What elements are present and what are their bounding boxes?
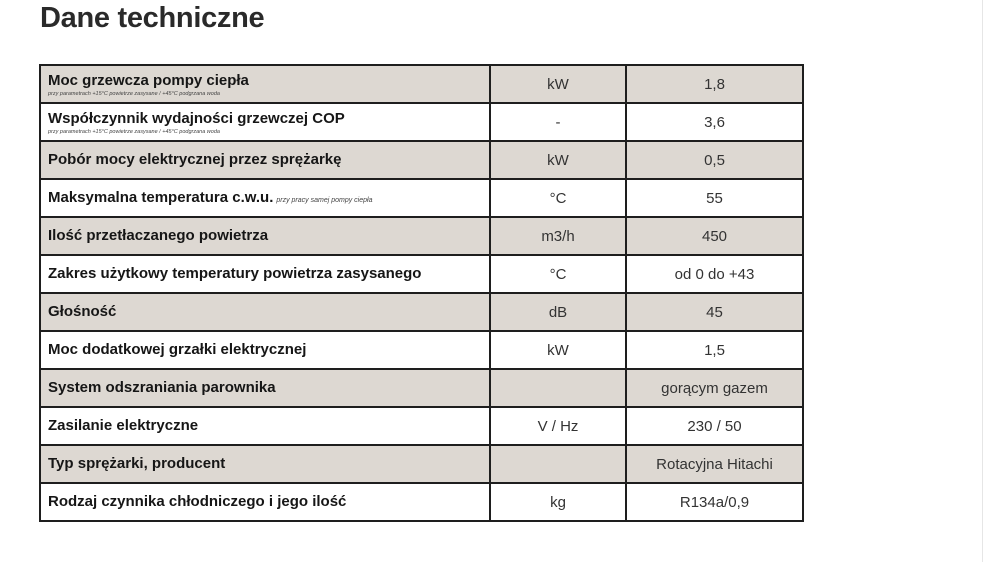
spec-label: System odszraniania parownika bbox=[48, 379, 276, 396]
spec-unit: °C bbox=[490, 255, 626, 293]
spec-inline-note: przy pracy samej pompy ciepła bbox=[276, 197, 373, 204]
spec-unit: kg bbox=[490, 483, 626, 521]
spec-label: Maksymalna temperatura c.w.u. bbox=[48, 189, 274, 206]
spec-value: gorącym gazem bbox=[626, 369, 803, 407]
table-row bbox=[40, 179, 803, 217]
spec-footnote: przy parametrach +15°C powietrze zasysane / +45°C podgrzana woda bbox=[48, 90, 220, 97]
spec-label-cell bbox=[40, 255, 490, 293]
spec-unit: dB bbox=[490, 293, 626, 331]
spec-label: Rodzaj czynnika chłodniczego i jego ilość bbox=[48, 493, 347, 510]
spec-label-cell bbox=[40, 483, 490, 521]
spec-label: Pobór mocy elektrycznej przez sprężarkę bbox=[48, 151, 342, 168]
table-row bbox=[40, 293, 803, 331]
spec-unit bbox=[490, 445, 626, 483]
technical-data-table bbox=[39, 64, 804, 522]
table-row bbox=[40, 445, 803, 483]
table-row bbox=[40, 65, 803, 103]
spec-label-cell bbox=[40, 369, 490, 407]
spec-label: Moc grzewcza pompy ciepła bbox=[48, 71, 249, 89]
spec-value: 3,6 bbox=[626, 103, 803, 141]
spec-label-cell bbox=[40, 407, 490, 445]
spec-unit: °C bbox=[490, 179, 626, 217]
spec-value: Rotacyjna Hitachi bbox=[626, 445, 803, 483]
page-edge-divider bbox=[982, 0, 983, 562]
spec-value: R134a/0,9 bbox=[626, 483, 803, 521]
spec-label: Głośność bbox=[48, 303, 117, 320]
spec-label-cell bbox=[40, 103, 490, 141]
spec-label-cell bbox=[40, 445, 490, 483]
spec-label: Moc dodatkowej grzałki elektrycznej bbox=[48, 341, 307, 358]
spec-label: Typ sprężarki, producent bbox=[48, 455, 226, 472]
spec-value: 45 bbox=[626, 293, 803, 331]
spec-unit: kW bbox=[490, 141, 626, 179]
table-row bbox=[40, 103, 803, 141]
spec-label-cell bbox=[40, 331, 490, 369]
table-row bbox=[40, 369, 803, 407]
table-row bbox=[40, 331, 803, 369]
spec-label-cell bbox=[40, 65, 490, 103]
spec-value: 55 bbox=[626, 179, 803, 217]
spec-value: 0,5 bbox=[626, 141, 803, 179]
spec-value: 230 / 50 bbox=[626, 407, 803, 445]
spec-unit: kW bbox=[490, 331, 626, 369]
spec-unit bbox=[490, 369, 626, 407]
spec-label: Współczynnik wydajności grzewczej COP bbox=[48, 109, 345, 127]
spec-value: 1,5 bbox=[626, 331, 803, 369]
spec-label-cell bbox=[40, 217, 490, 255]
spec-label: Zasilanie elektryczne bbox=[48, 417, 199, 434]
spec-label: Ilość przetłaczanego powietrza bbox=[48, 227, 269, 244]
page-title: Dane techniczne bbox=[40, 2, 265, 34]
table-row bbox=[40, 483, 803, 521]
spec-label-cell bbox=[40, 179, 490, 217]
spec-unit: m3/h bbox=[490, 217, 626, 255]
spec-value: od 0 do +43 bbox=[626, 255, 803, 293]
spec-value: 450 bbox=[626, 217, 803, 255]
spec-footnote: przy parametrach +15°C powietrze zasysane / +45°C podgrzana woda bbox=[48, 128, 220, 135]
table-row bbox=[40, 141, 803, 179]
spec-label: Zakres użytkowy temperatury powietrza zasysanego bbox=[48, 265, 422, 282]
table-row bbox=[40, 217, 803, 255]
spec-label-cell bbox=[40, 293, 490, 331]
spec-value: 1,8 bbox=[626, 65, 803, 103]
table-row bbox=[40, 407, 803, 445]
spec-unit: - bbox=[490, 103, 626, 141]
spec-unit: kW bbox=[490, 65, 626, 103]
table-row bbox=[40, 255, 803, 293]
spec-unit: V / Hz bbox=[490, 407, 626, 445]
spec-label-cell bbox=[40, 141, 490, 179]
